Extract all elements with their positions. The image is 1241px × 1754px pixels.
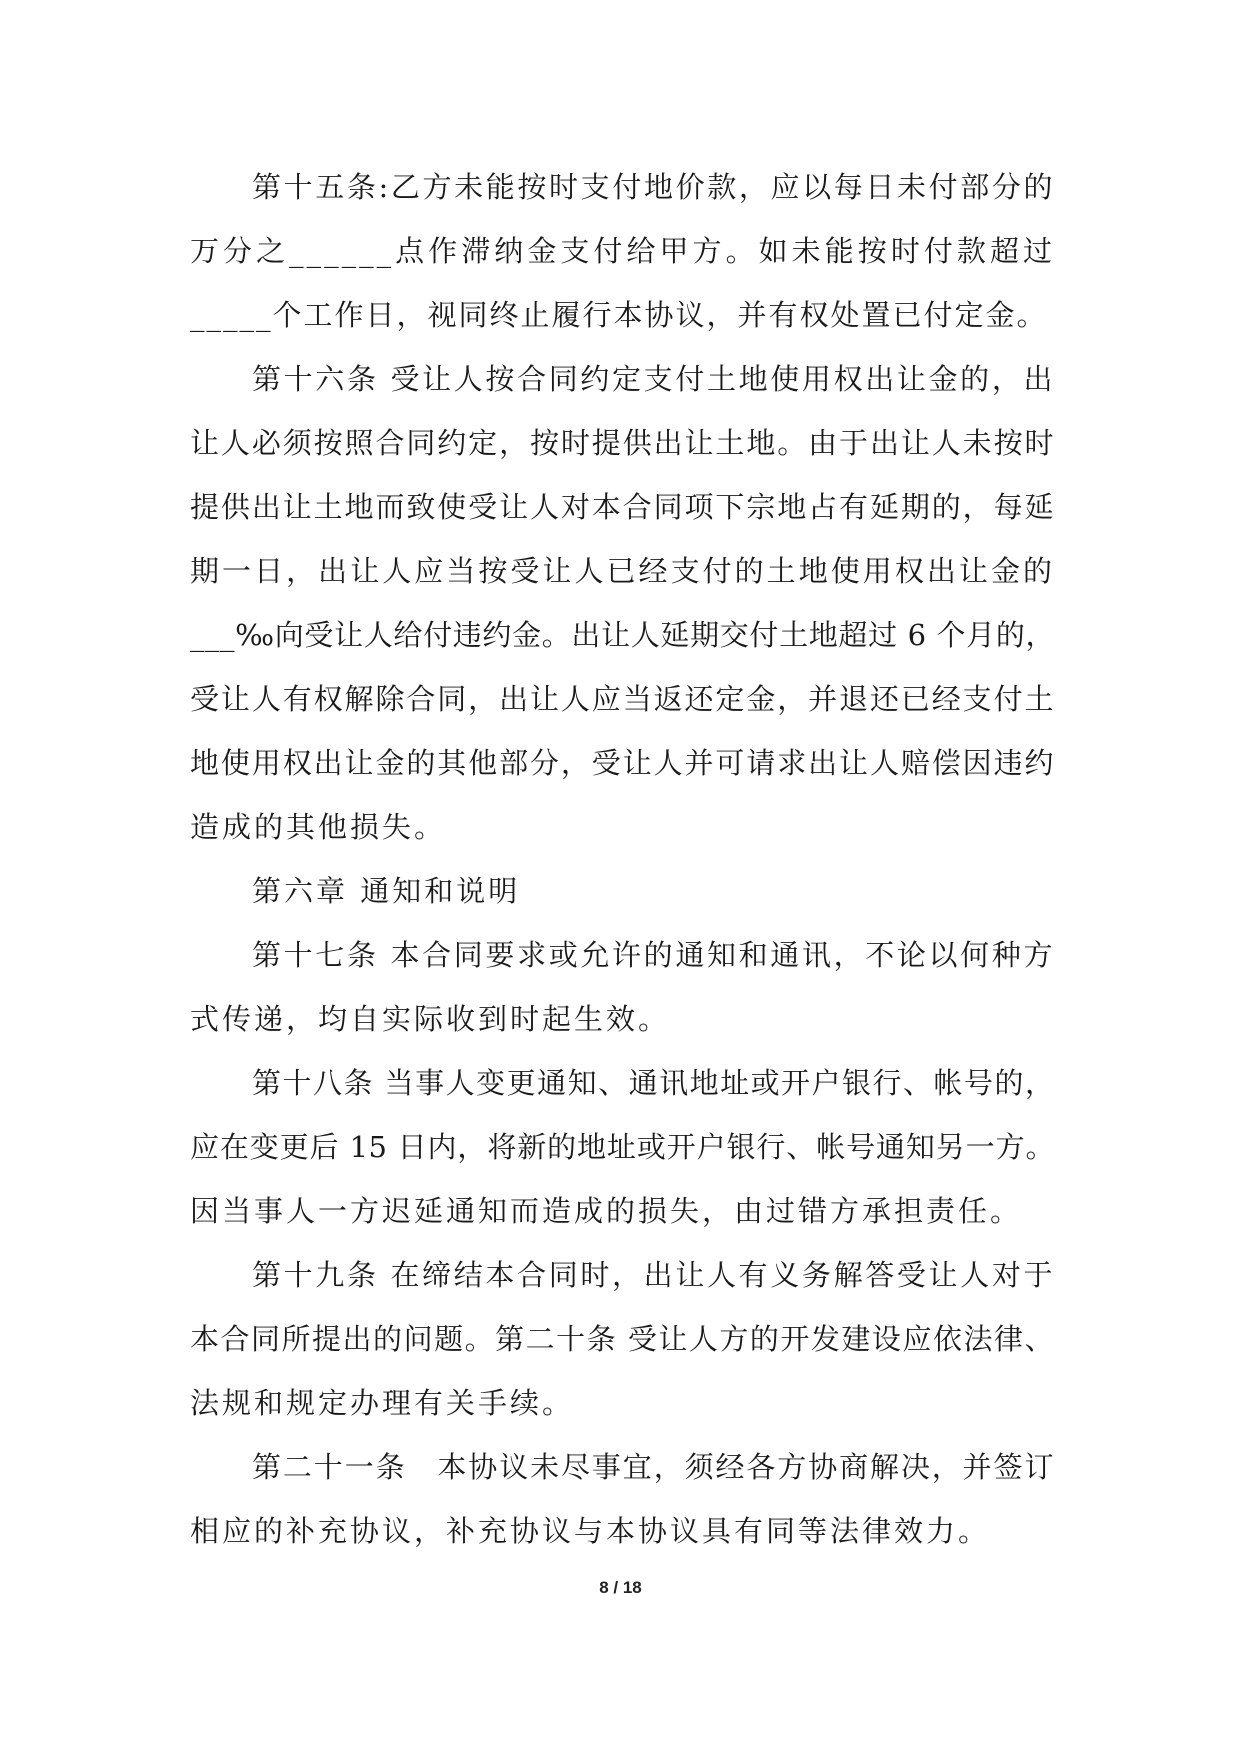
article-16-line-7: 地使用权出让金的其他部分，受让人并可请求出让人赔偿因违约	[190, 746, 1055, 780]
article-17-line-2: 式传递，均自实际收到时起生效。	[190, 1002, 671, 1036]
article-19-line-2: 本合同所提出的问题。第二十条 受让人方的开发建设应依法律、	[190, 1322, 1055, 1356]
article-15-line-2: 万分之______点作滞纳金支付给甲方。如未能按时付款超过	[190, 234, 1055, 268]
article-18-line-2: 应在变更后 15 日内，将新的地址或开户银行、帐号通知另一方。	[190, 1130, 1055, 1164]
article-16-line-5: ___‰向受让人给付违约金。出让人延期交付土地超过 6 个月的，	[190, 618, 1055, 652]
article-15-line-1: 第十五条:乙方未能按时支付地价款，应以每日未付部分的	[252, 170, 1055, 204]
article-16-line-3: 提供出让土地而致使受让人对本合同项下宗地占有延期的，每延	[190, 490, 1055, 524]
article-16-line-2: 让人必须按照合同约定，按时提供出让土地。由于出让人未按时	[190, 426, 1055, 460]
article-17-line-1: 第十七条 本合同要求或允许的通知和通讯，不论以何种方	[252, 938, 1055, 972]
chapter-6-heading: 第六章 通知和说明	[252, 874, 521, 908]
document-body	[190, 155, 1055, 1563]
article-18-line-3: 因当事人一方迟延通知而造成的损失，由过错方承担责任。	[190, 1194, 1023, 1228]
article-16-line-1: 第十六条 受让人按合同约定支付土地使用权出让金的，出	[252, 362, 1055, 396]
article-16-line-4: 期一日，出让人应当按受让人已经支付的土地使用权出让金的	[190, 554, 1055, 588]
article-16-line-8: 造成的其他损失。	[190, 810, 447, 844]
article-19-line-1: 第十九条 在缔结本合同时，出让人有义务解答受让人对于	[252, 1258, 1055, 1292]
article-20-line-end: 法规和规定办理有关手续。	[190, 1386, 575, 1420]
article-21-line-1: 第二十一条 本协议未尽事宜，须经各方协商解决，并签订	[252, 1450, 1055, 1484]
article-21-line-2: 相应的补充协议，补充协议与本协议具有同等法律效力。	[190, 1514, 991, 1548]
article-16-line-6: 受让人有权解除合同，出让人应当返还定金，并退还已经支付土	[190, 682, 1055, 716]
article-15-line-3: _____个工作日，视同终止履行本协议，并有权处置已付定金。	[190, 298, 1048, 332]
article-18-line-1: 第十八条 当事人变更通知、通讯地址或开户银行、帐号的，	[252, 1066, 1055, 1100]
page-number: 8 / 18	[599, 1578, 642, 1597]
